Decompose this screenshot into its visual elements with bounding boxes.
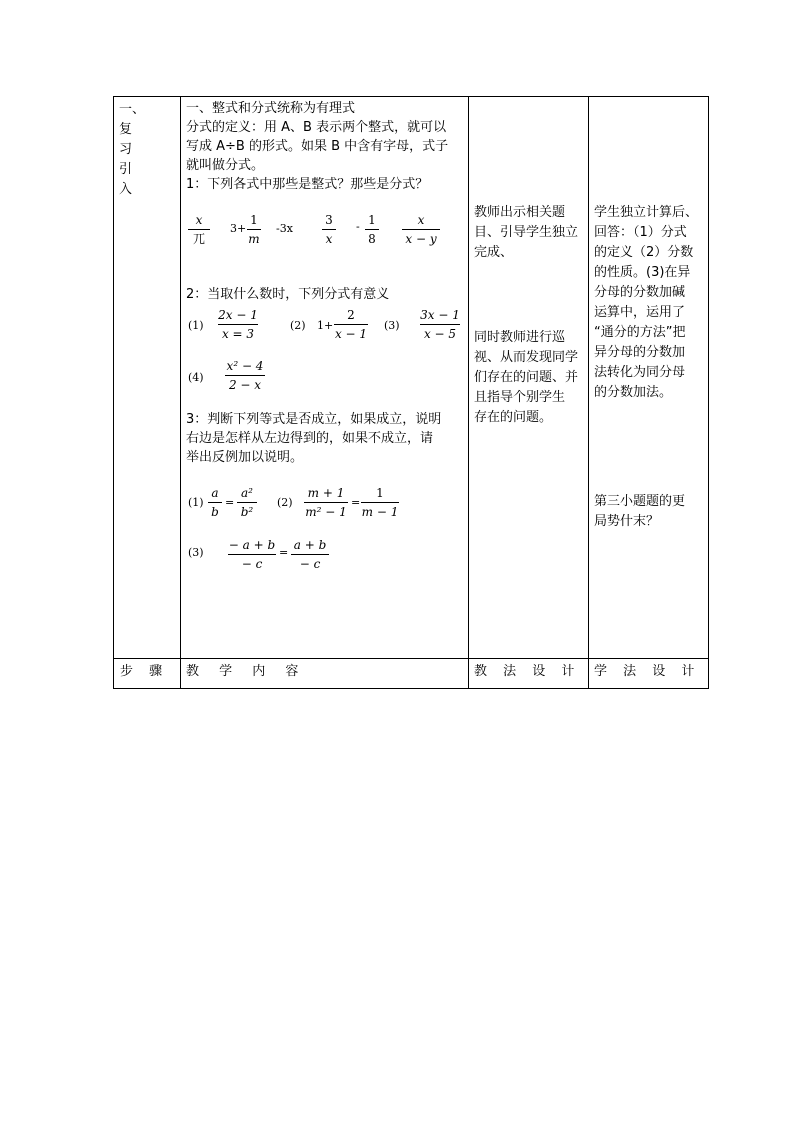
q2-expr-4: x² − 4 2 − x (226, 359, 264, 392)
learning-line: 的性质。(3)在异 (594, 265, 691, 280)
question-1: 1：下列各式中那些是整式？那些是分式？ (186, 177, 429, 192)
q3-line: 举出反例加以说明。 (186, 450, 304, 465)
column-divider (468, 96, 469, 689)
learning-line: 分母的分数加碱 (594, 285, 686, 300)
q3-expr-a-over-b: a b (208, 485, 222, 520)
question-2: 2：当取什么数时，下列分式有意义 (186, 287, 390, 302)
q2-expr-3: 3x − 1 x − 5 (420, 308, 460, 341)
q3-equals: = (279, 546, 289, 559)
q1-term: 3+ (230, 222, 247, 235)
footer-learning: 学 法 设 计 (594, 664, 701, 679)
definition-line: 就叫做分式。 (186, 158, 265, 173)
q3-expr-neg-a-plus-b-over-neg-c: − a + b − c (228, 538, 276, 571)
q3-equals: = (225, 496, 235, 509)
teaching-line: 完成、 (474, 245, 514, 260)
step-line: 引 (119, 162, 133, 177)
q3-label: (3) (188, 546, 204, 559)
column-divider (180, 96, 181, 689)
q3-line: 3：判断下列等式是否成立，如果成立，说明 (186, 412, 442, 427)
step-line: 复 (119, 122, 133, 137)
q2-expr-2: 2 x − 1 (334, 308, 368, 341)
learning-line: 学生独立计算后、 (594, 205, 699, 220)
content-intro (186, 99, 466, 194)
learning-line: 回答：（1）分式 (594, 225, 687, 240)
q2-term: 1+ (317, 319, 334, 332)
q2-label: (4) (188, 371, 204, 384)
footer-teaching: 教 法 设 计 (474, 664, 581, 679)
learning-line: 的定义（2）分数 (594, 245, 694, 260)
teaching-line: 存在的问题。 (474, 410, 553, 425)
q1-expr-3-over-x: 3 x (322, 212, 336, 247)
teaching-method-block-1 (474, 203, 586, 263)
step-line: 习 (119, 142, 133, 157)
q3-expr-a2-over-b2: a² b² (237, 485, 257, 520)
footer-step: 步 骤 (120, 664, 169, 679)
learning-line: 运算中，运用了 (594, 305, 686, 320)
table-footer-divider (113, 658, 709, 659)
q3-line: 右边是怎样从左边得到的，如果不成立，请 (186, 431, 434, 446)
footer-content: 教 学 内 容 (186, 664, 307, 679)
q1-expr-1-over-m: 1 m (248, 213, 260, 246)
q2-expr-1: 2x − 1 x = 3 (218, 308, 258, 341)
q3-expr-a-plus-b-over-neg-c: a + b − c (291, 537, 329, 572)
learning-line: 第三小题题的更 (594, 494, 686, 509)
q3-expr-m-plus-1-over-m2-minus-1: m + 1 m² − 1 (305, 486, 347, 519)
step-label (119, 100, 177, 200)
learning-line: 局势什末？ (594, 514, 660, 529)
q3-equals: = (351, 496, 361, 509)
q3-label: (2) (277, 496, 293, 509)
q1-expr-x-over-x-minus-y: x x − y (402, 212, 440, 247)
step-line: 入 (119, 182, 133, 197)
question-3 (186, 410, 466, 467)
teaching-line: 们存在的问题、并 (474, 370, 579, 385)
content-heading: 一、整式和分式统称为有理式 (186, 101, 356, 116)
q2-label: (1) (188, 319, 204, 332)
teaching-line: 同时教师进行巡 (474, 330, 566, 345)
q1-expr-x-over-pi: x 兀 (188, 212, 210, 247)
table-left-border (113, 96, 114, 689)
q2-label: (2) (290, 319, 306, 332)
table-right-border (708, 96, 709, 689)
teaching-line: 且指导个别学生 (474, 390, 566, 405)
teaching-line: 目、引导学生独立 (474, 225, 579, 240)
table-top-border (113, 96, 709, 97)
step-line: 一、 (119, 102, 146, 117)
q3-label: (1) (188, 496, 204, 509)
learning-line: “通分的方法”把 (594, 325, 686, 340)
teaching-line: 教师出示相关题 (474, 205, 566, 220)
q1-expr-1-over-8: 1 8 (365, 212, 379, 247)
q2-label: (3) (384, 319, 400, 332)
column-divider (588, 96, 589, 689)
definition-line: 分式的定义：用 A、B 表示两个整式，就可以 (186, 120, 447, 135)
q1-term: - (356, 220, 360, 233)
definition-line: 写成 A÷B 的形式。如果 B 中含有字母，式子 (186, 139, 449, 154)
q3-expr-1-over-m-minus-1: 1 m − 1 (361, 486, 399, 519)
learning-method-block-1 (594, 203, 706, 403)
learning-line: 异分母的分数加 (594, 345, 686, 360)
q1-term: -3x (276, 222, 293, 235)
learning-line: 的分数加法。 (594, 385, 673, 400)
learning-method-block-2 (594, 492, 706, 532)
learning-line: 法转化为同分母 (594, 365, 686, 380)
table-bottom-border (113, 688, 709, 689)
teaching-line: 视、从而发现同学 (474, 350, 579, 365)
teaching-method-block-2 (474, 328, 586, 428)
